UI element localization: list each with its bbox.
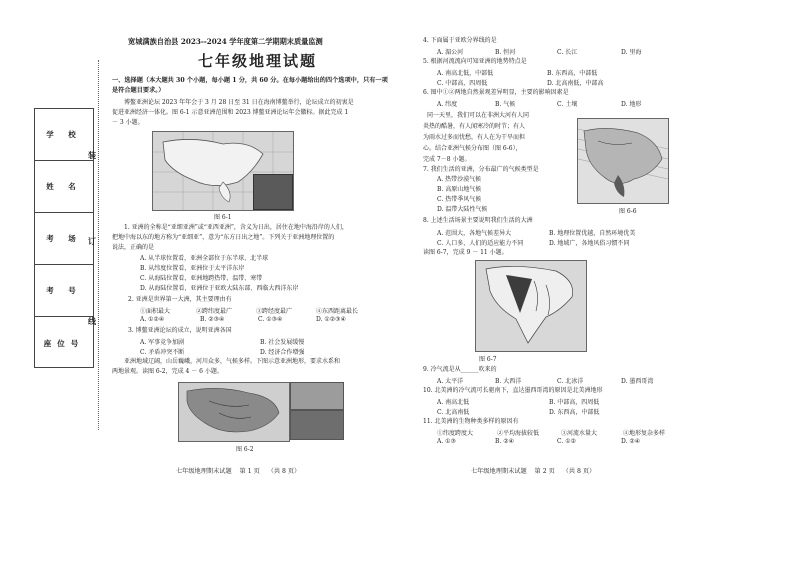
option-row xyxy=(140,347,304,356)
figure-6-7-north-america-map xyxy=(475,260,587,352)
info-label: 座位号 xyxy=(43,338,85,348)
figure-caption: 图 6-2 xyxy=(236,446,254,453)
answer-option[interactable]: B. 高原山地气候 xyxy=(437,186,482,193)
answer-option[interactable]: A. 纬度 xyxy=(437,101,458,108)
answer-option[interactable]: C. 长江 xyxy=(557,49,578,56)
info-label: 学 校 xyxy=(46,130,82,139)
answer-option[interactable]: C. 从海陆位置看，亚洲地跨热带、温带、寒带 xyxy=(140,275,263,282)
answer-option[interactable]: A. 太平洋 xyxy=(437,378,464,385)
question-text: 2. 亚洲是世界第一大洲，其主要理由有 xyxy=(128,296,232,303)
intro-line: 炎热的酷暑，有人闻寒冷的时节；有人 xyxy=(423,123,526,130)
option-row xyxy=(437,397,599,406)
statement: ①纬度跨度大 xyxy=(437,430,474,437)
answer-option[interactable]: B. 社会发展缓慢 xyxy=(260,339,305,346)
landscape-photo-1 xyxy=(290,382,344,410)
option-row xyxy=(437,78,603,87)
intro-line: 博鳌亚洲论坛 2023 年年会于 3 月 28 日至 31 日在海南博鳌举行，论坛成立的初衷是 xyxy=(124,99,354,106)
statement-row xyxy=(140,306,358,315)
intro-line: 为雨水过多而忧愁，有人在为干旱而担 xyxy=(423,134,526,141)
option-row xyxy=(437,376,653,385)
question-text: 9. 冷气流是从______吹来的 xyxy=(423,366,497,373)
figure-6-1-map xyxy=(152,131,294,211)
answer-option[interactable]: C. 中部高，四周低 xyxy=(437,80,488,87)
answer-option[interactable]: C. 矛盾冲突不断 xyxy=(140,349,185,356)
figure-caption: 图 6-7 xyxy=(479,356,497,363)
answer-option[interactable]: D. 里海 xyxy=(621,49,642,56)
answer-option[interactable]: A. 湄公河 xyxy=(437,49,464,56)
info-row-seat[interactable] xyxy=(35,317,93,369)
binding-char: 订 xyxy=(88,236,96,246)
intro-line: 同一天里，我们可以在非洲大河有人同 xyxy=(427,112,530,119)
option-row xyxy=(437,228,635,237)
statement: ③跨经度最广 xyxy=(256,308,293,315)
option-row xyxy=(437,47,641,56)
page-footer: 七年级地理期末试题 第 2 页 （共 8 页） xyxy=(471,468,596,475)
answer-option[interactable]: B. ②④ xyxy=(495,438,514,445)
answer-option[interactable]: C. 人口多，人们的适应能力不同 xyxy=(437,240,524,247)
answer-option[interactable]: B. 从纬度位置看，亚洲位于太平洋东岸 xyxy=(140,265,245,272)
page-footer: 七年级地理期末试题 第 1 页 （共 8 页） xyxy=(176,468,301,475)
answer-option[interactable]: A. ①②④ xyxy=(140,316,165,323)
answer-option[interactable]: D. ①②③④ xyxy=(316,316,346,323)
option-row xyxy=(437,407,599,416)
answer-option[interactable]: D. 东西高，中部低 xyxy=(549,409,600,416)
question-text: 8. 上述生活场景主要说明我们生活的大洲 xyxy=(423,217,533,224)
section-heading xyxy=(112,76,392,96)
question-text: 6. 图中①②两地自然景观差异明显，主要的影响因素是 xyxy=(423,89,569,96)
answer-option[interactable]: A. 从半球位置看，亚洲全部位于东半球、北半球 xyxy=(140,255,269,262)
info-label: 考 号 xyxy=(46,286,82,295)
binding-char: 线 xyxy=(88,316,96,326)
question-text: 11. 北美洲的生物种类多样的原因有 xyxy=(423,418,519,425)
exam-title: 宽城满族自治县 2023--2024 学年度第二学期期末质量监测 xyxy=(128,37,323,46)
answer-option[interactable]: C. 北高南低 xyxy=(437,409,470,416)
answer-option[interactable]: B. 气候 xyxy=(495,101,516,108)
question-text: 说法，正确的是 xyxy=(112,244,155,251)
statement: ③河流水量大 xyxy=(561,430,598,437)
question-text: 5. 根据河流流向可知亚洲的地势特点是 xyxy=(423,58,527,65)
answer-option[interactable]: D. 墨西哥湾 xyxy=(621,378,654,385)
intro-line: － 3 小题。 xyxy=(112,119,144,126)
answer-option[interactable]: A. 军事竞争加剧 xyxy=(140,339,185,346)
figure-6-2-map xyxy=(178,382,290,442)
option-row xyxy=(437,68,597,77)
climate-map-image xyxy=(578,119,668,203)
question-text: 3. 博鳌亚洲论坛的成立，说明亚洲各国 xyxy=(128,327,232,334)
answer-option[interactable]: B. 恒河 xyxy=(495,49,516,56)
answer-option[interactable]: B. 大西洋 xyxy=(495,378,522,385)
answer-option[interactable]: D. 地域广，各地风俗习惯不同 xyxy=(549,240,630,247)
answer-option[interactable]: A. 范围大，各地气候差异大 xyxy=(437,230,512,237)
info-row-exam-number[interactable] xyxy=(35,265,93,317)
answer-option[interactable]: C. 土壤 xyxy=(557,101,578,108)
option-row xyxy=(140,316,346,323)
figure-caption: 图 6-1 xyxy=(214,214,232,221)
answer-option[interactable]: D. 经济合作增强 xyxy=(260,349,305,356)
statement: ②跨纬度最广 xyxy=(196,308,233,315)
info-label: 姓 名 xyxy=(46,182,82,191)
question-text: 把地中海以东的地方称为“亚细亚”，意为“东方日出之地”。下列关于亚洲地理位置的 xyxy=(112,234,335,241)
binding-line xyxy=(98,60,99,430)
answer-option[interactable]: B. ②③④ xyxy=(200,316,225,323)
intro-line: 心。结合亚洲气候分布图（图 6-6）， xyxy=(423,145,522,152)
info-row-room[interactable] xyxy=(35,213,93,265)
statement: ④东西距离最长 xyxy=(316,308,359,315)
question-text: 4. 下面属于亚欧分界线的是 xyxy=(423,37,497,44)
figure-caption: 图 6-6 xyxy=(619,208,637,215)
answer-option[interactable]: D. ②④ xyxy=(621,438,641,445)
statement: ①面积最大 xyxy=(140,308,171,315)
answer-option[interactable]: C. 热带季风气候 xyxy=(437,196,482,203)
option-row xyxy=(140,337,304,346)
answer-option[interactable]: D. 北高南低，中部高 xyxy=(547,80,604,87)
answer-option[interactable]: C. 北冰洋 xyxy=(557,378,584,385)
answer-option[interactable]: C. ①③④ xyxy=(258,316,283,323)
north-america-map-image xyxy=(476,261,586,351)
asia-terrain-image xyxy=(179,383,289,441)
binding-char: 装 xyxy=(88,150,96,160)
answer-option[interactable]: B. 东西高，中部低 xyxy=(547,70,598,77)
forum-logo xyxy=(253,174,293,210)
answer-option[interactable]: D. 从海陆位置看，亚洲位于亚欧大陆东部、西临大西洋东岸 xyxy=(140,285,299,292)
answer-option[interactable]: A. 南高北低，中部低 xyxy=(437,70,494,77)
answer-option[interactable]: B. 地理位置优越，自然环境优美 xyxy=(549,230,636,237)
intro-line: 两地景观。读图 6-2，完成 4 － 6 小题。 xyxy=(112,368,223,375)
answer-option[interactable]: D. 温带大陆性气候 xyxy=(437,206,488,213)
intro-line: 亚洲地域辽阔，山岳巍峨，河川众多，气候多样。下图示意亚洲地形，要求水系和 xyxy=(124,358,341,365)
question-text: 10. 北美洲的冷气流可长驱南下，直达墨西哥湾的原因是北美洲地形 xyxy=(423,387,603,394)
info-label: 考 场 xyxy=(46,234,82,243)
intro-line: 促进亚洲经济一体化。图 6-1 示意亚洲范围和 2023 博鳌亚洲论坛年会徽标。据此完成 1 xyxy=(112,109,349,116)
answer-option[interactable]: D. 地形 xyxy=(621,101,642,108)
answer-option[interactable]: A. ①③ xyxy=(437,438,456,445)
answer-option[interactable]: C. ①② xyxy=(557,438,576,445)
question-text: 1. 亚洲的全称是“亚细亚洲”或“亚西亚洲”，含义为日出，居住在地中海沿岸的人们， xyxy=(124,224,348,231)
intro-line: 读图 6-7，完成 9 － 11 小题。 xyxy=(423,249,508,256)
student-info-table xyxy=(34,108,94,368)
figure-6-6-climate-map xyxy=(577,118,669,204)
statement: ④地形复杂多样 xyxy=(623,430,666,437)
right-page xyxy=(397,0,794,561)
answer-option[interactable]: A. 热带沙漠气候 xyxy=(437,176,482,183)
intro-line: 完成 7－8 小题。 xyxy=(423,156,471,163)
section-heading-text: 一、选择题（本大题共 30 个小题，每小题 1 分，共 60 分。在每小题给出的四个选项中，只有一项是符合题目要求。） xyxy=(112,77,388,94)
answer-option[interactable]: A. 南高北低 xyxy=(437,399,470,406)
statement-row xyxy=(437,428,665,437)
option-row xyxy=(437,99,641,108)
option-row xyxy=(437,438,640,445)
subject-title: 七年级地理试题 xyxy=(198,52,318,70)
info-row-school[interactable] xyxy=(35,109,93,161)
question-text: 7. 我们生活的亚洲，分布最广的气候类型是 xyxy=(423,166,539,173)
info-row-name[interactable] xyxy=(35,161,93,213)
answer-option[interactable]: B. 中部高，四周低 xyxy=(549,399,600,406)
statement: ②平均海拔较低 xyxy=(497,430,540,437)
landscape-photo-2 xyxy=(290,410,344,440)
option-row xyxy=(437,238,629,247)
